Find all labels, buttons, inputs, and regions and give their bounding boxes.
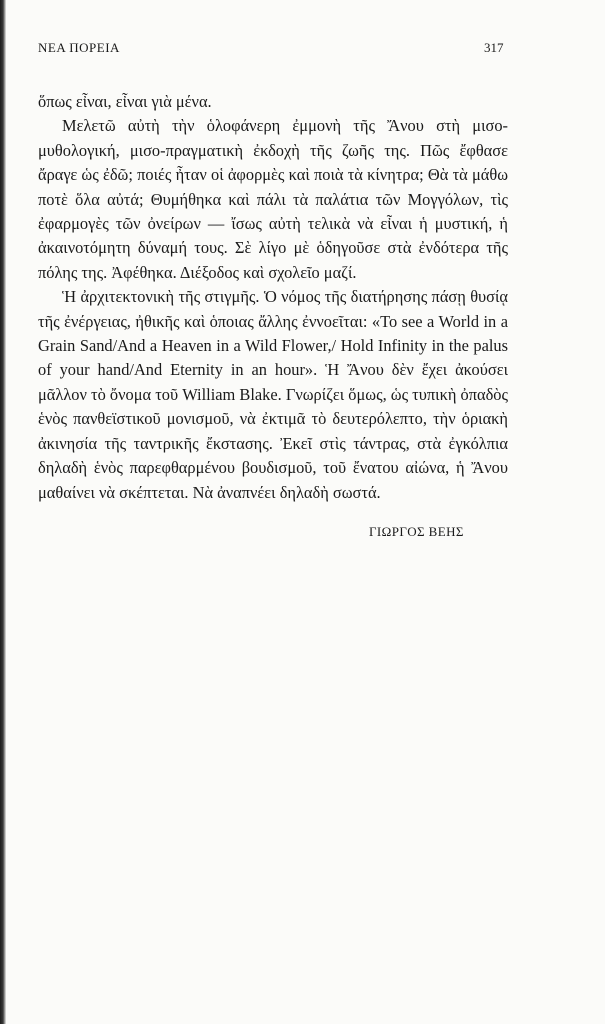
page-binding-edge: [0, 0, 6, 1024]
author-signature: ΓΙΩΡΓΟΣ ΒΕΗΣ: [369, 524, 464, 539]
paragraph-continuation: ὅπως εἶναι, εἶναι γιὰ μένα.: [38, 92, 212, 111]
paragraph: Μελετῶ αὐτὴ τὴν ὁλοφάνερη ἐμμονὴ τῆς Ἄνου στὴ μισο-μυθολογική, μισο-πραγματικὴ ἐκδοχὴ τῆς ζωῆς της. Πῶς ἔφθασε ἄραγε ὡς ἐδῶ; ποιές ἦταν οἱ ἀφορμὲς καὶ ποιὰ τὰ κίνητρα; Θὰ τὰ μάθω ποτὲ ὅλα αὐτά; Θυμήθηκα καὶ πάλι τὰ παλάτια τῶν Μογγόλων, τὶς ἐφαρμογὲς τῶν ὀνείρων — ἴσως αὐτὴ τελικὰ νὰ εἶναι ἡ μυστική, ἡ ἀκαινοτόμητη δύναμή τους. Σὲ λίγο μὲ ὁδηγοῦσε στὰ ἐνδότερα τῆς πόλης της. Ἀφέθηκα. Διέξοδος καὶ σχολεῖο μαζί.: [38, 116, 508, 282]
body-text: [38, 90, 508, 505]
page-number: 317: [484, 40, 504, 55]
paragraph: Ἡ ἀρχιτεκτονικὴ τῆς στιγμῆς. Ὁ νόμος τῆς διατήρησης πάσῃ θυσίᾳ τῆς ἐνέργειας, ἠθικῆς καὶ ὁποιας ἄλλης ἐννοεῖται: «To see a World in a Grain Sand/And a Heaven in a Wild Flower,/ Hold Infinity in the palus of your hand/And Eternity in an hour». Ἡ Ἄνου δὲν ἔχει ἀκούσει μᾶλλον τὸ ὄνομα τοῦ William Blake. Γνωρίζει ὅμως, ὡς τυπικὴ ὀπαδὸς ἑνὸς πανθεϊστικοῦ μονισμοῦ, νὰ ἐκτιμᾶ τὸ δευτερόλεπτο, τὴν ὁριακὴ ἀκινησία τῆς ταντρικῆς ἔκστασης. Ἐκεῖ στὶς τάντρας, στὰ ἐγκόλπια δηλαδὴ ἑνὸς παρεφθαρμένου βουδισμοῦ, τοῦ ἔνατου αἰώνα, ἡ Ἄνου μαθαίνει νὰ σκέπτεται. Νὰ ἀναπνέει δηλαδὴ σωστά.: [38, 287, 508, 502]
running-title: ΝΕΑ ΠΟΡΕΙΑ: [38, 40, 120, 55]
